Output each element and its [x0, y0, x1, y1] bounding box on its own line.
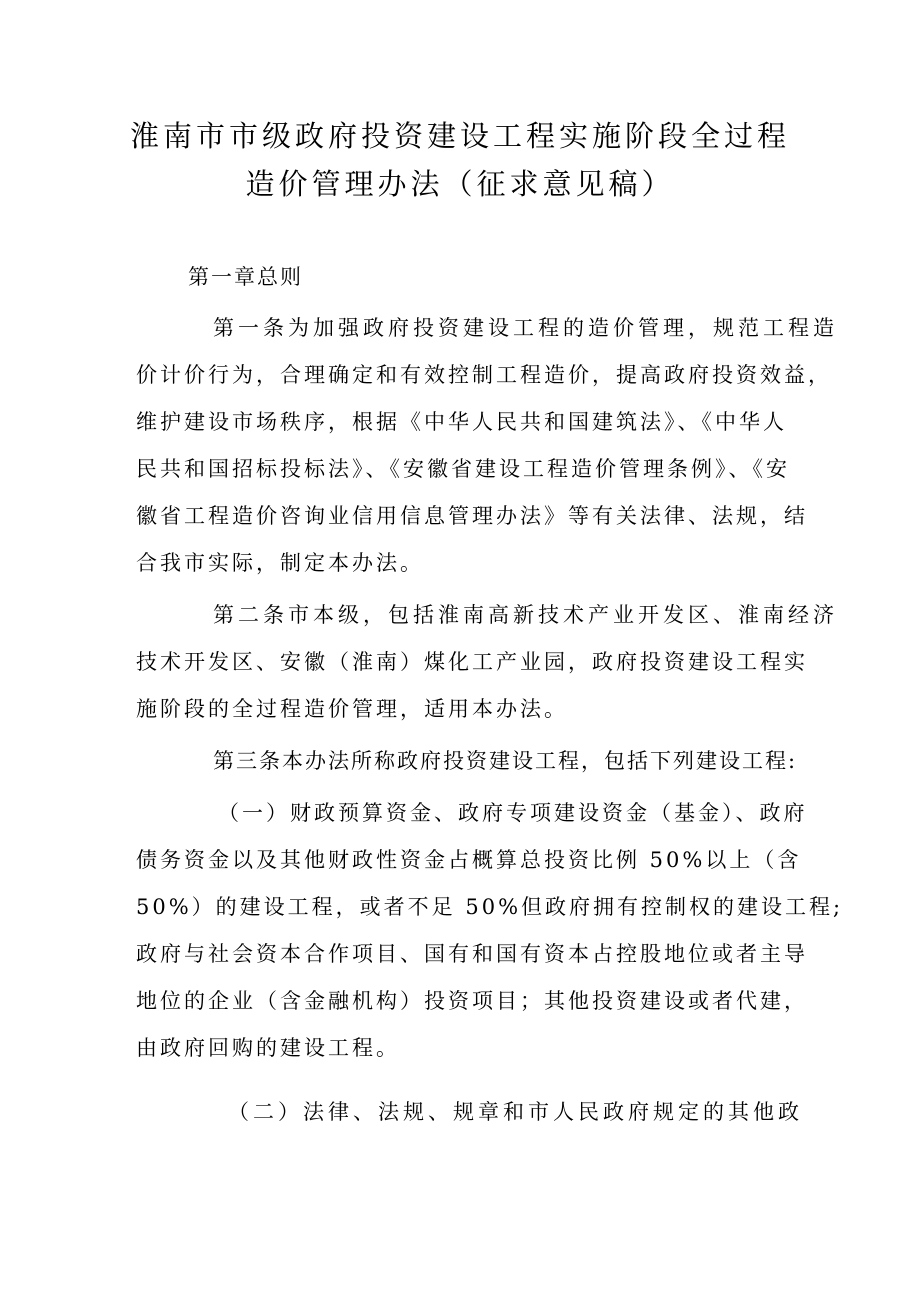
paragraph-line: （二）法律、法规、规章和市人民政府规定的其他政 [228, 1100, 803, 1124]
paragraph-line: 价计价行为，合理确定和有效控制工程造价，提高政府投资效益， [136, 363, 832, 387]
paragraph-line: 第三条本办法所称政府投资建设工程，包括下列建设工程: [213, 749, 798, 773]
paragraph-line: 地位的企业（含金融机构）投资项目；其他投资建设或者代建， [136, 989, 808, 1013]
paragraph-line: 徽省工程造价咨询业信用信息管理办法》等有关法律、法规，结 [136, 504, 808, 528]
paragraph-line: 民共和国招标投标法》、《安徽省建设工程造价管理条例》、《安 [136, 457, 790, 481]
paragraph-line: 50%）的建设工程，或者不足 50%但政府拥有控制权的建设工程; [136, 895, 844, 919]
paragraph-line: 第一条为加强政府投资建设工程的造价管理，规范工程造 [213, 316, 838, 340]
paragraph-line: 技术开发区、安徽（淮南）煤化工产业园，政府投资建设工程实 [136, 650, 808, 674]
title-line-2: 造价管理办法（征求意见稿） [245, 167, 675, 201]
paragraph-line: 施阶段的全过程造价管理，适用本办法。 [136, 697, 568, 721]
title-line-1: 淮南市市级政府投资建设工程实施阶段全过程 [129, 119, 790, 153]
paragraph-line: 债务资金以及其他财政性资金占概算总投资比例 50%以上（含 [136, 848, 802, 872]
paragraph-line: 第二条市本级，包括淮南高新技术产业开发区、淮南经济 [213, 603, 838, 627]
paragraph-line: （一）财政预算资金、政府专项建设资金（基金）、政府 [218, 801, 808, 825]
paragraph-line: 合我市实际，制定本办法。 [136, 551, 424, 575]
paragraph-line: 由政府回购的建设工程。 [136, 1036, 400, 1060]
paragraph-line: 政府与社会资本合作项目、国有和国有资本占控股地位或者主导 [136, 942, 808, 966]
paragraph-line: 维护建设市场秩序，根据《中华人民共和国建筑法》、《中华人 [136, 410, 787, 434]
chapter-heading: 第一章总则 [188, 265, 303, 289]
